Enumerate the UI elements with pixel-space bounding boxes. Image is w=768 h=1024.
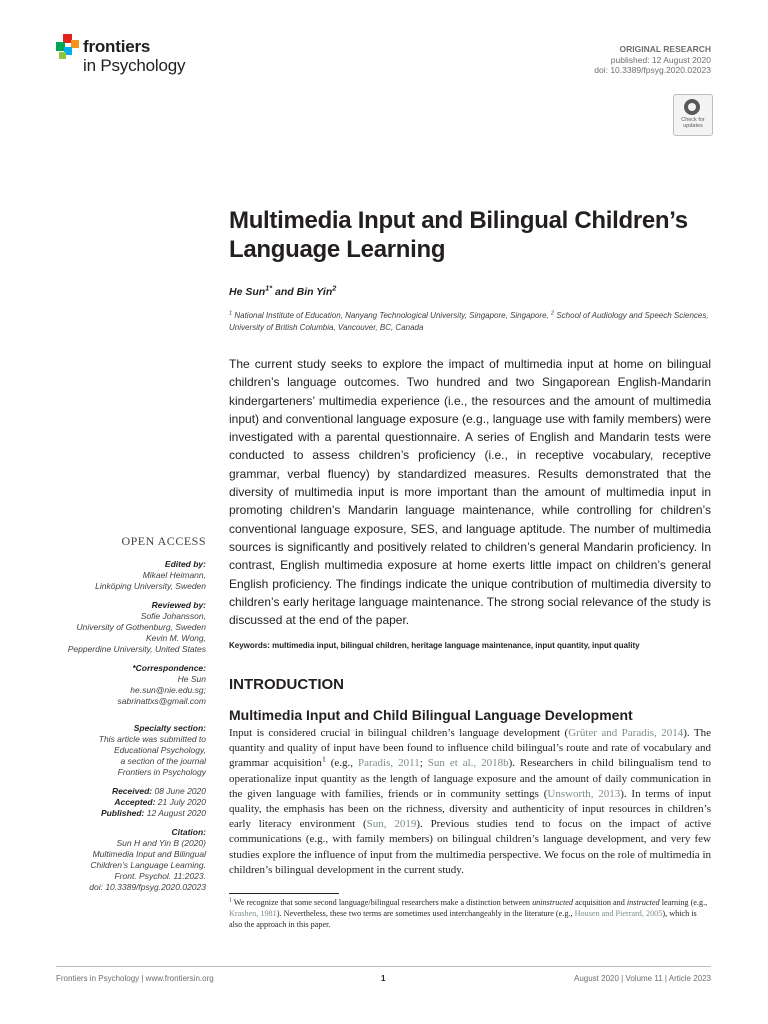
article-type: ORIGINAL RESEARCH <box>619 44 711 54</box>
article-doi[interactable]: doi: 10.3389/fpsyg.2020.02023 <box>594 65 711 75</box>
editor-affiliation: Linköping University, Sweden <box>95 581 206 591</box>
footer-issue: August 2020 | Volume 11 | Article 2023 <box>574 974 711 983</box>
edited-by-label: Edited by: <box>164 559 206 569</box>
reviewed-by-label: Reviewed by: <box>151 600 206 610</box>
citation-link[interactable]: Sun et al., 2018b <box>427 757 509 770</box>
correspondence-name: He Sun <box>177 674 206 684</box>
specialty-line: Frontiers in Psychology <box>117 767 206 777</box>
author-list: He Sun$^{1*}$ and Bin Yin$^2$ <box>229 283 337 298</box>
frontiers-logo-icon <box>56 34 80 60</box>
citation-doi[interactable]: doi: 10.3389/fpsyg.2020.02023 <box>89 882 206 892</box>
page-number: 1 <box>381 974 386 983</box>
open-access-label: OPEN ACCESS <box>121 534 206 548</box>
citation-link[interactable]: Paradis, 2011 <box>358 757 420 770</box>
author-name[interactable]: He Sun <box>229 286 266 298</box>
correspondence-email[interactable]: sabrinattxs@gmail.com <box>117 696 206 706</box>
citation-line: Sun H and Yin B (2020) <box>116 838 206 848</box>
affiliations: $^1$ National Institute of Education, Nanyang Technological University, Singapore, Singapore, $^2$ School of Audiology and Speech Sciences, University of British Columbia, Vancouver, BC, Canada <box>229 310 709 332</box>
check-for-updates-badge[interactable] <box>673 94 713 136</box>
correspondence-email[interactable]: he.sun@nie.edu.sg; <box>130 685 206 695</box>
article-title: Multimedia Input and Bilingual Children’s Language Learning <box>229 207 688 263</box>
subsection-heading: Multimedia Input and Child Bilingual Language Development <box>229 707 633 723</box>
keywords: Keywords: multimedia input, bilingual children, heritage language maintenance, input quantity, input quality <box>229 641 640 650</box>
reviewer-name[interactable]: Kevin M. Wong, <box>146 633 206 643</box>
citation-line: Multimedia Input and Bilingual <box>92 849 206 859</box>
specialty-line: Educational Psychology, <box>114 745 206 755</box>
author-name[interactable]: Bin Yin <box>296 286 333 298</box>
citation-label: Citation: <box>171 827 206 837</box>
journal-name-line2: in Psychology <box>83 56 186 75</box>
article-header <box>594 44 711 76</box>
correspondence-label: *Correspondence: <box>132 663 206 673</box>
published-date-sidebar: Published: 12 August 2020 <box>100 808 206 818</box>
footnote-divider <box>229 893 339 894</box>
check-updates-icon <box>684 99 700 115</box>
specialty-line: This article was submitted to <box>98 734 206 744</box>
article-sidebar <box>56 534 206 893</box>
received-date: Received: 08 June 2020 <box>111 786 206 796</box>
check-updates-label: Check for updates <box>681 117 705 129</box>
body-paragraph: Input is considered crucial in bilingual children’s language development (Grüter and Paradis, 2014). The quantity and quality of input have been found to influence child bilingual’s route and rate of vocabulary and grammar acquisition$^1$ (e.g., Paradis, 2011; Sun et al., 2018b). Researchers in child bilingualism tend to operationalize input quantity as the length of language exposure and the amount of daily communication in the given language with families, friends or in community settings (Unsworth, 2013). In terms of input quality, the emphasis has been on the richness, diversity and authenticity of input resources in children’s early literacy environment (Sun, 2019). Previous studies tend to focus on the impact of active communications (e.g., with family members) on bilingual children’s language development, and very few studies explore the influence of input from the multimedia perspective. We focus on the role of multimedia in children’s bilingual development in the current study. <box>229 727 712 876</box>
footer-divider <box>56 966 711 967</box>
journal-logo[interactable] <box>56 32 216 82</box>
published-date: published: 12 August 2020 <box>610 54 711 65</box>
citation-link[interactable]: Unsworth, 2013 <box>547 787 621 800</box>
specialty-line: a section of the journal <box>120 756 206 766</box>
specialty-section-label: Specialty section: <box>133 723 206 733</box>
footer-journal[interactable]: Frontiers in Psychology | www.frontiersin.org <box>56 974 214 983</box>
reviewer-name[interactable]: Sofie Johansson, <box>140 611 206 621</box>
footnote: $^1$ We recognize that some second language/bilingual researchers make a distinction between uninstructed acquisition and instructed learning (e.g., Krashen, 1981). Nevertheless, these two terms are sometimes used interchangeably in the literature (e.g., Housen and Pierrard, 2005), which is also the approach in this paper. <box>229 897 708 930</box>
citation-line: Front. Psychol. 11:2023. <box>114 871 206 881</box>
abstract: The current study seeks to explore the impact of multimedia input at home on bilingual children’s language outcomes. Two hundred and two Singaporean English-Mandarin kindergarteners’ multimedia experience (i.e., the resources and the amount of multimedia input) and conventional language exposure (e.g., language use with family members) were investigated with a parental questionnaire. A series of English and Mandarin tests were conducted to assess children’s proficiency (i.e., in receptive vocabulary, receptive grammar, verbal fluency) by standardized measures. Results demonstrated that the diversity of multimedia input is more important than the amount of multimedia input in promoting children’s Mandarin language maintenance, while controlling for children’s conventional language exposure, SES, and language aptitude. The number of multimedia sources is significantly and positively related to children’s general Mandarin proficiency. In contrast, English multimedia exposure at home exerts little impact on children’s general English proficiency. The findings indicate the unique contribution of multimedia diversity to children’s early heritage language maintenance. The strong social relevance of the study is discussed at the end of the paper. <box>229 357 711 628</box>
reviewer-affiliation: University of Gothenburg, Sweden <box>76 622 206 632</box>
citation-link[interactable]: Krashen, 1981 <box>229 909 277 919</box>
citation-link[interactable]: Sun, 2019 <box>366 818 417 831</box>
section-heading: INTRODUCTION <box>229 676 344 693</box>
accepted-date: Accepted: 21 July 2020 <box>114 797 206 807</box>
citation-line: Children’s Language Learning. <box>90 860 206 870</box>
reviewer-affiliation: Pepperdine University, United States <box>67 644 206 654</box>
citation-link[interactable]: Housen and Pierrard, 2005 <box>574 909 663 919</box>
journal-name-line1: frontiers <box>83 37 151 56</box>
footnote-marker[interactable]: 1 <box>321 754 326 764</box>
editor-name[interactable]: Mikael Heimann, <box>142 570 206 580</box>
citation-link[interactable]: Grüter and Paradis, 2014 <box>568 727 684 739</box>
